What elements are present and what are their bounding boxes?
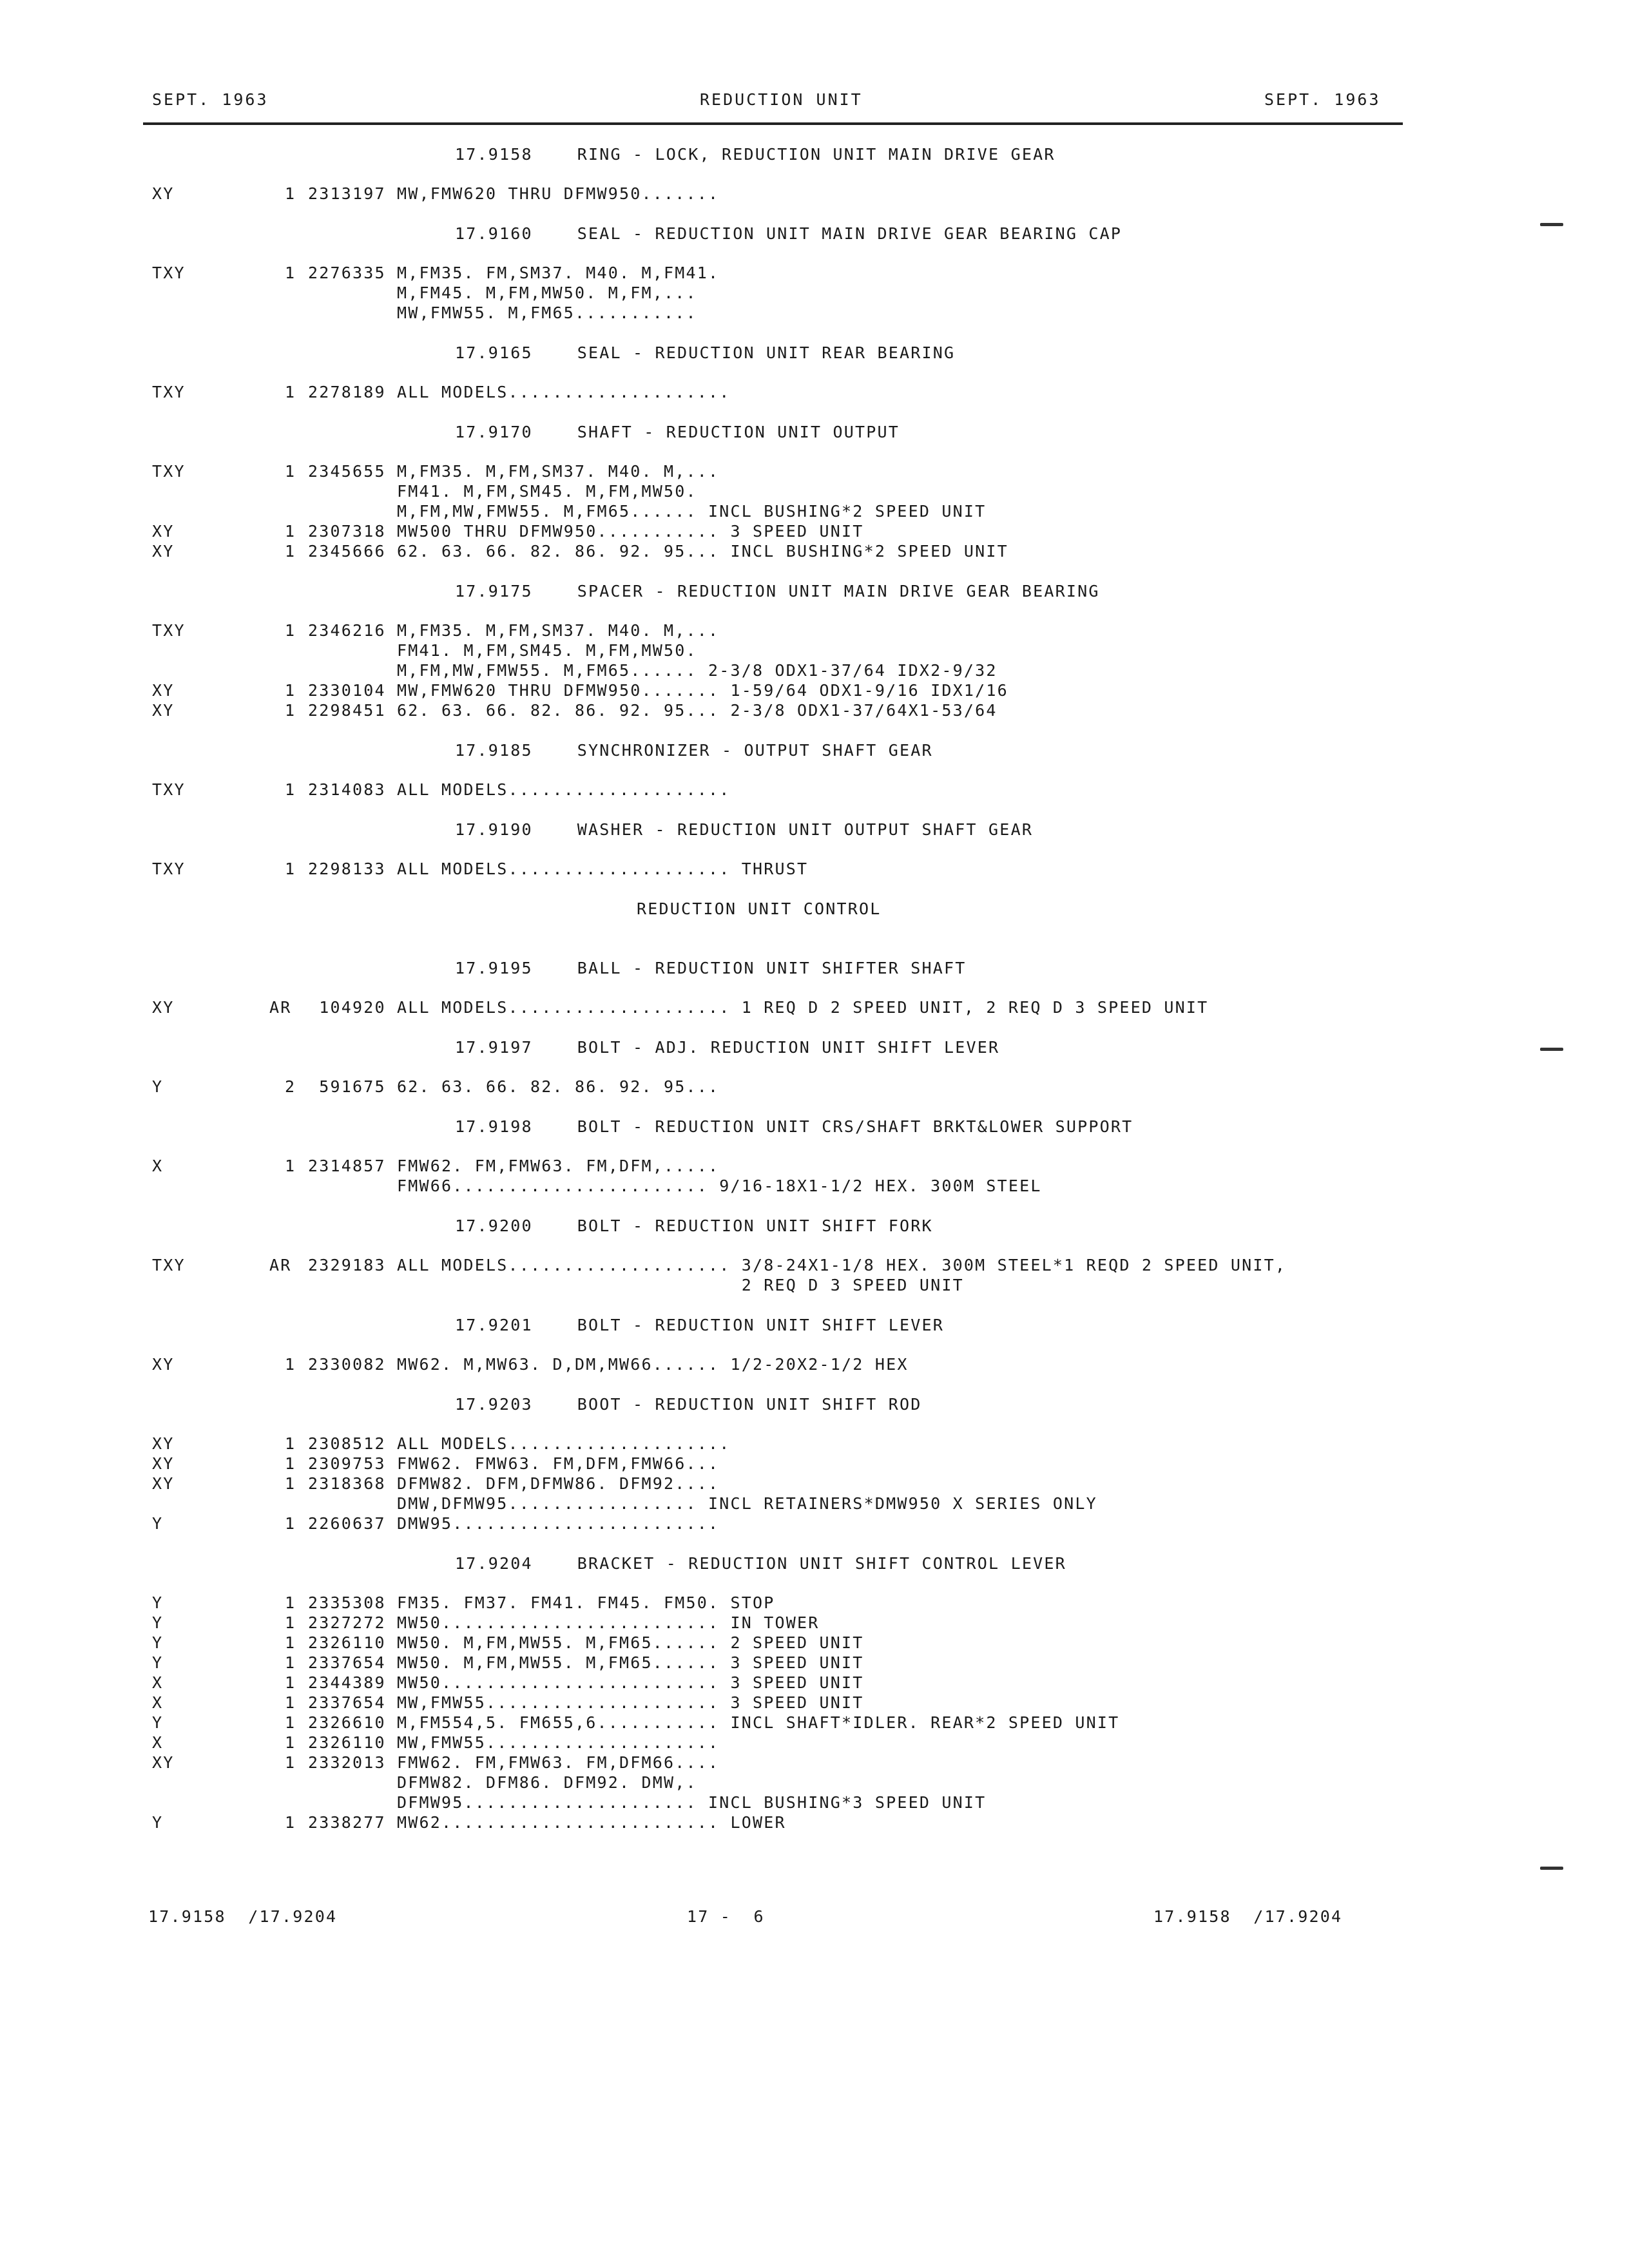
quantity: 1	[285, 1633, 296, 1652]
quantity: 1	[285, 681, 296, 700]
model-code: Y	[152, 1633, 164, 1652]
model-code: Y	[152, 1713, 164, 1732]
section-title: 17.9158 RING - LOCK, REDUCTION UNIT MAIN DRIVE GEAR	[455, 145, 1055, 164]
quantity: 1	[285, 522, 296, 541]
part-description: 2307318 MW500 THRU DFMW950........... 3 SPEED UNIT	[308, 522, 864, 541]
edge-mark	[1540, 1867, 1563, 1870]
section-title: 17.9197 BOLT - ADJ. REDUCTION UNIT SHIFT LEVER	[455, 1038, 1000, 1057]
model-code: XY	[152, 998, 175, 1017]
quantity: 1	[285, 1474, 296, 1493]
part-description: 2344389 MW50......................... 3 SPEED UNIT	[308, 1673, 864, 1692]
quantity: 1	[285, 1355, 296, 1374]
quantity: 1	[285, 184, 296, 203]
model-code: XY	[152, 1474, 175, 1493]
part-description: 2326110 MW,FMW55.....................	[308, 1733, 720, 1752]
model-code: XY	[152, 1753, 175, 1772]
quantity: 1	[285, 1653, 296, 1672]
part-description: DMW,DFMW95................. INCL RETAINERS*DMW950 X SERIES ONLY	[308, 1494, 1097, 1513]
header-title: REDUCTION UNIT	[700, 90, 863, 109]
section-title: 17.9203 BOOT - REDUCTION UNIT SHIFT ROD	[455, 1395, 922, 1414]
model-code: XY	[152, 681, 175, 700]
header-date-left: SEPT. 1963	[152, 90, 269, 109]
quantity: 1	[285, 383, 296, 401]
quantity: 2	[285, 1077, 296, 1096]
part-description: 2329183 ALL MODELS.................... 3/8-24X1-1/8 HEX. 300M STEEL*1 REQD 2 SPEED UNIT,	[308, 1256, 1287, 1274]
part-description: 2260637 DMW95........................	[308, 1514, 720, 1533]
part-description: 2326110 MW50. M,FM,MW55. M,FM65...... 2 SPEED UNIT	[308, 1633, 864, 1652]
quantity: 1	[285, 1593, 296, 1612]
part-description: 2 REQ D 3 SPEED UNIT	[308, 1276, 964, 1294]
part-description: 2308512 ALL MODELS....................	[308, 1434, 731, 1453]
model-code: X	[152, 1693, 164, 1712]
quantity: 1	[285, 1733, 296, 1752]
quantity: 1	[285, 1753, 296, 1772]
quantity: 1	[285, 1157, 296, 1175]
part-description: 2338277 MW62......................... LOWER	[308, 1813, 786, 1832]
model-code: X	[152, 1673, 164, 1692]
footer-range-left: 17.9158 /17.9204	[148, 1907, 338, 1926]
quantity: 1	[285, 1673, 296, 1692]
section-title: 17.9160 SEAL - REDUCTION UNIT MAIN DRIVE GEAR BEARING CAP	[455, 224, 1123, 243]
model-code: TXY	[152, 383, 186, 401]
quantity: 1	[285, 1434, 296, 1453]
quantity: 1	[285, 264, 296, 282]
part-description: 2327272 MW50......................... IN TOWER	[308, 1613, 820, 1632]
quantity: 1	[285, 462, 296, 481]
part-description: FMW66....................... 9/16-18X1-1/2 HEX. 300M STEEL	[308, 1177, 1042, 1195]
part-description: DFMW82. DFM86. DFM92. DMW,.	[308, 1773, 697, 1792]
model-code: XY	[152, 1434, 175, 1453]
model-code: XY	[152, 542, 175, 561]
part-description: 591675 62. 63. 66. 82. 86. 92. 95...	[308, 1077, 720, 1096]
model-code: TXY	[152, 1256, 186, 1274]
quantity: AR	[269, 1256, 292, 1274]
quantity: 1	[285, 860, 296, 878]
model-code: XY	[152, 701, 175, 720]
edge-mark	[1540, 1048, 1563, 1051]
part-description: 2335308 FM35. FM37. FM41. FM45. FM50. STOP	[308, 1593, 775, 1612]
part-description: 2346216 M,FM35. M,FM,SM37. M40. M,...	[308, 621, 720, 640]
part-description: 2337654 MW50. M,FM,MW55. M,FM65...... 3 SPEED UNIT	[308, 1653, 864, 1672]
model-code: XY	[152, 184, 175, 203]
part-description: 2332013 FMW62. FM,FMW63. FM,DFM66....	[308, 1753, 720, 1772]
model-code: Y	[152, 1653, 164, 1672]
section-title: 17.9195 BALL - REDUCTION UNIT SHIFTER SHAFT	[455, 959, 967, 977]
edge-mark	[1540, 223, 1563, 226]
section-title: 17.9204 BRACKET - REDUCTION UNIT SHIFT CONTROL LEVER	[455, 1554, 1066, 1573]
model-code: X	[152, 1157, 164, 1175]
part-description: DFMW95..................... INCL BUSHING*3 SPEED UNIT	[308, 1793, 987, 1812]
section-title: 17.9165 SEAL - REDUCTION UNIT REAR BEARING	[455, 343, 956, 362]
part-description: 104920 ALL MODELS.................... 1 REQ D 2 SPEED UNIT, 2 REQ D 3 SPEED UNIT	[308, 998, 1209, 1017]
quantity: 1	[285, 1813, 296, 1832]
section-title: 17.9190 WASHER - REDUCTION UNIT OUTPUT SHAFT GEAR	[455, 820, 1034, 839]
part-description: 2314083 ALL MODELS....................	[308, 780, 731, 799]
quantity: 1	[285, 621, 296, 640]
part-description: 2345655 M,FM35. M,FM,SM37. M40. M,...	[308, 462, 720, 481]
part-description: FM41. M,FM,SM45. M,FM,MW50.	[308, 641, 697, 660]
quantity: 1	[285, 701, 296, 720]
part-description: 2345666 62. 63. 66. 82. 86. 92. 95... INCL BUSHING*2 SPEED UNIT	[308, 542, 1008, 561]
part-description: M,FM,MW,FMW55. M,FM65...... 2-3/8 ODX1-37/64 IDX2-9/32	[308, 661, 998, 680]
model-code: Y	[152, 1593, 164, 1612]
model-code: XY	[152, 522, 175, 541]
part-description: 2298133 ALL MODELS.................... THRUST	[308, 860, 809, 878]
model-code: TXY	[152, 621, 186, 640]
part-description: 2313197 MW,FMW620 THRU DFMW950.......	[308, 184, 720, 203]
part-description: 2309753 FMW62. FMW63. FM,DFM,FMW66...	[308, 1454, 720, 1473]
footer-page-number: 17 - 6	[687, 1907, 765, 1926]
model-code: TXY	[152, 462, 186, 481]
model-code: Y	[152, 1514, 164, 1533]
part-description: 2318368 DFMW82. DFM,DFMW86. DFM92....	[308, 1474, 720, 1493]
part-description: 2337654 MW,FMW55..................... 3 SPEED UNIT	[308, 1693, 864, 1712]
part-description: 2298451 62. 63. 66. 82. 86. 92. 95... 2-3/8 ODX1-37/64X1-53/64	[308, 701, 998, 720]
part-description: 2326610 M,FM554,5. FM655,6........... INCL SHAFT*IDLER. REAR*2 SPEED UNIT	[308, 1713, 1120, 1732]
part-description: 2314857 FMW62. FM,FMW63. FM,DFM,.....	[308, 1157, 720, 1175]
quantity: 1	[285, 542, 296, 561]
section-title: 17.9201 BOLT - REDUCTION UNIT SHIFT LEVER	[455, 1316, 945, 1334]
quantity: AR	[269, 998, 292, 1017]
model-code: Y	[152, 1077, 164, 1096]
section-title: 17.9170 SHAFT - REDUCTION UNIT OUTPUT	[455, 423, 900, 441]
quantity: 1	[285, 1454, 296, 1473]
quantity: 1	[285, 1514, 296, 1533]
quantity: 1	[285, 1613, 296, 1632]
section-title: 17.9200 BOLT - REDUCTION UNIT SHIFT FORK	[455, 1216, 933, 1235]
part-description: M,FM45. M,FM,MW50. M,FM,...	[308, 284, 697, 302]
group-heading: REDUCTION UNIT CONTROL	[637, 899, 882, 918]
header-date-right: SEPT. 1963	[1264, 90, 1381, 109]
model-code: TXY	[152, 264, 186, 282]
part-description: FM41. M,FM,SM45. M,FM,MW50.	[308, 482, 697, 501]
part-description: MW,FMW55. M,FM65...........	[308, 303, 697, 322]
section-title: 17.9198 BOLT - REDUCTION UNIT CRS/SHAFT BRKT&LOWER SUPPORT	[455, 1117, 1133, 1136]
part-description: 2276335 M,FM35. FM,SM37. M40. M,FM41.	[308, 264, 720, 282]
part-description: 2330082 MW62. M,MW63. D,DM,MW66...... 1/2-20X2-1/2 HEX	[308, 1355, 909, 1374]
quantity: 1	[285, 1693, 296, 1712]
model-code: TXY	[152, 780, 186, 799]
model-code: Y	[152, 1813, 164, 1832]
quantity: 1	[285, 1713, 296, 1732]
section-title: 17.9185 SYNCHRONIZER - OUTPUT SHAFT GEAR	[455, 741, 933, 760]
quantity: 1	[285, 780, 296, 799]
header-rule	[143, 122, 1403, 125]
model-code: XY	[152, 1454, 175, 1473]
part-description: 2330104 MW,FMW620 THRU DFMW950....... 1-59/64 ODX1-9/16 IDX1/16	[308, 681, 1008, 700]
model-code: XY	[152, 1355, 175, 1374]
model-code: Y	[152, 1613, 164, 1632]
section-title: 17.9175 SPACER - REDUCTION UNIT MAIN DRIVE GEAR BEARING	[455, 582, 1100, 601]
part-description: 2278189 ALL MODELS....................	[308, 383, 731, 401]
model-code: X	[152, 1733, 164, 1752]
model-code: TXY	[152, 860, 186, 878]
part-description: M,FM,MW,FMW55. M,FM65...... INCL BUSHING*2 SPEED UNIT	[308, 502, 987, 521]
footer-range-right: 17.9158 /17.9204	[1153, 1907, 1343, 1926]
